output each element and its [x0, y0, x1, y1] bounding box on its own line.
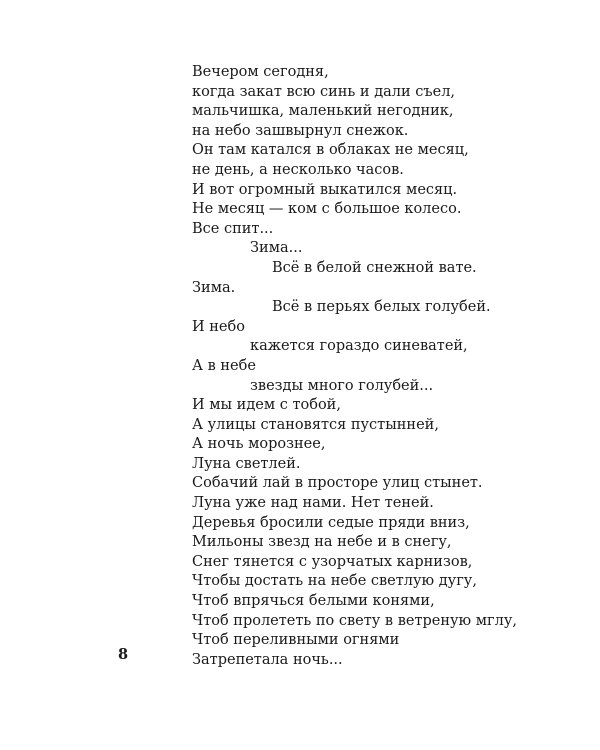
poem-line: Не месяц — ком с большое колесо. [192, 201, 462, 218]
poem-line: Снег тянется с узорчатых карнизов, [192, 553, 473, 570]
poem-line: Чтоб пролететь по свету в ветреную мглу, [192, 612, 517, 629]
poem-line: Чтоб переливными огнями [192, 632, 400, 649]
poem-line: А улицы становятся пустынней, [192, 416, 439, 433]
poem-line: Зима... [250, 240, 303, 257]
poem-line: мальчишка, маленький негодник, [192, 103, 454, 120]
poem-line: Зима. [192, 279, 236, 296]
poem-line: Чтоб впрячься белыми конями, [192, 593, 435, 610]
poem-line: А в небе [192, 357, 256, 374]
poem-line: Всё в белой снежной вате. [272, 259, 477, 276]
page-number: 8 [118, 646, 129, 663]
poem-line: не день, а несколько часов. [192, 161, 404, 178]
poem-line: Вечером сегодня, [192, 64, 329, 80]
poem-line: кажется гораздо синеватей, [250, 338, 468, 355]
poem-line: Затрепетала ночь... [192, 651, 343, 668]
poem-text [192, 63, 552, 670]
poem-line: Все спит... [192, 220, 274, 237]
poem-line: И мы идем с тобой, [192, 397, 341, 414]
poem-line: Всё в перьях белых голубей. [272, 299, 491, 316]
poem-line: Чтобы достать на небе светлую дугу, [192, 573, 477, 590]
poem-line: Он там катался в облаках не месяц, [192, 142, 469, 159]
poem-line: Деревья бросили седые пряди вниз, [192, 514, 470, 531]
poem-line: И вот огромный выкатился месяц. [192, 181, 458, 198]
poem-line: Луна светлей. [192, 455, 301, 472]
poem-line: И небо [192, 318, 245, 335]
poem-line: Собачий лай в просторе улиц стынет. [192, 475, 483, 492]
poem-line: когда закат всю синь и дали съел, [192, 83, 456, 100]
poem-line: звезды много голубей... [250, 377, 434, 394]
poem-line: Луна уже над нами. Нет теней. [192, 495, 434, 512]
poem-line: Мильоны звезд на небе и в снегу, [192, 534, 452, 551]
poem-line: на небо зашвырнул снежок. [192, 122, 409, 139]
poem-line: А ночь морознее, [192, 436, 326, 453]
